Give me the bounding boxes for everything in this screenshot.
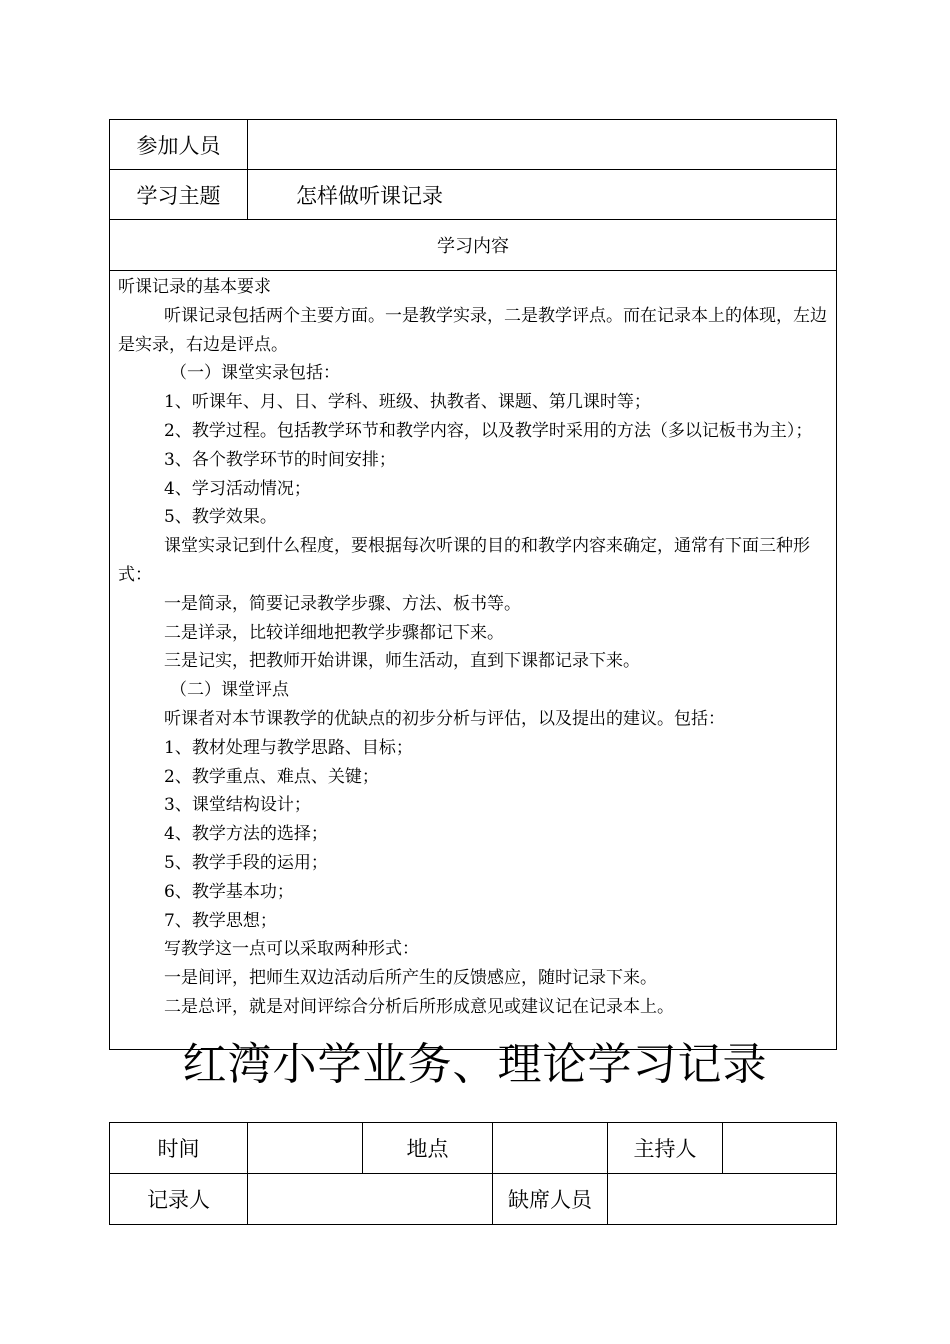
recorder-row <box>110 1174 837 1225</box>
participants-value <box>248 120 837 170</box>
content-line: 二是详录，比较详细地把教学步骤都记下来。 <box>164 622 504 643</box>
meeting-info-row <box>110 1123 837 1174</box>
content-line: 写教学这一点可以采取两种形式： <box>164 939 419 960</box>
host-value <box>723 1123 837 1174</box>
content-line: 听课者对本节课教学的优缺点的初步分析与评估，以及提出的建议。包括： <box>164 708 725 729</box>
participants-row <box>110 120 837 170</box>
content-line: 2、教学过程。包括教学环节和教学内容，以及教学时采用的方法（多以记板书为主）； <box>164 420 813 441</box>
place-label: 地点 <box>363 1123 493 1174</box>
content-line: 5、教学效果。 <box>164 507 277 528</box>
content-line: （一）课堂实录包括： <box>170 363 340 384</box>
content-header: 学习内容 <box>110 220 837 271</box>
content-body <box>110 271 837 1050</box>
content-header-row <box>110 220 837 271</box>
topic-value: 怎样做听课记录 <box>248 170 837 220</box>
place-value <box>493 1123 608 1174</box>
content-body-row <box>110 271 837 1050</box>
content-text <box>118 273 828 1022</box>
content-line: 3、各个教学环节的时间安排； <box>164 449 396 470</box>
time-label: 时间 <box>110 1123 248 1174</box>
content-line: 一是简录，简要记录教学步骤、方法、板书等。 <box>164 593 521 614</box>
time-value <box>248 1123 363 1174</box>
absent-value <box>608 1174 837 1225</box>
content-line: 听课记录的基本要求 <box>118 277 271 297</box>
content-line: 3、课堂结构设计； <box>164 795 311 816</box>
content-line: 听课记录包括两个主要方面。一是教学实录，二是教学评点。而在记录本上的体现，左边是实录，右边是评点。 <box>118 305 827 355</box>
document-title: 红湾小学业务、理论学习记录 <box>182 1039 768 1090</box>
host-label: 主持人 <box>608 1123 723 1174</box>
topic-row <box>110 170 837 220</box>
absent-label: 缺席人员 <box>493 1174 608 1225</box>
content-line: 1、教材处理与教学思路、目标； <box>164 737 413 758</box>
content-line: 4、学习活动情况； <box>164 478 311 499</box>
content-line: 1、听课年、月、日、学科、班级、执教者、课题、第几课时等； <box>164 392 651 413</box>
content-line: 一是间评，把师生双边活动后所产生的反馈感应，随时记录下来。 <box>164 968 657 989</box>
content-line: 二是总评，就是对间评综合分析后所形成意见或建议记在记录本上。 <box>164 996 674 1017</box>
participants-label: 参加人员 <box>110 120 248 170</box>
content-line: 三是记实，把教师开始讲课，师生活动，直到下课都记录下来。 <box>164 651 640 672</box>
content-line: 课堂实录记到什么程度，要根据每次听课的目的和教学内容来确定，通常有下面三种形式： <box>118 536 810 585</box>
content-line: 4、教学方法的选择； <box>164 824 328 845</box>
topic-label: 学习主题 <box>110 170 248 220</box>
content-line: 5、教学手段的运用； <box>164 852 328 873</box>
content-line: 6、教学基本功； <box>164 881 294 902</box>
content-line: （二）课堂评点 <box>170 680 289 701</box>
content-line: 2、教学重点、难点、关键； <box>164 766 379 787</box>
recorder-label: 记录人 <box>110 1174 248 1225</box>
meeting-info-table <box>109 1122 837 1225</box>
content-line: 7、教学思想； <box>164 910 277 931</box>
study-content-table <box>109 119 837 1050</box>
recorder-value <box>248 1174 493 1225</box>
